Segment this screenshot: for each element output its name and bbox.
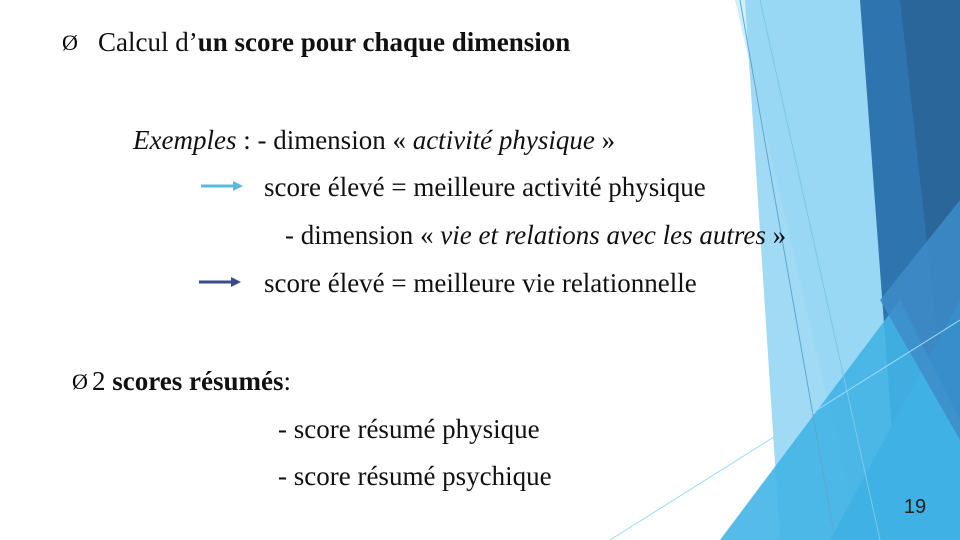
summary-number: 2 [92,366,113,396]
page-number: 19 [903,496,927,518]
bullet-arrow-icon: Ø [62,30,78,55]
dimension2-prefix: - dimension « [285,220,441,250]
summary-item-physique: - score résumé physique [278,414,540,444]
heading-bold: un score pour chaque dimension [197,27,571,57]
heading-prefix: Calcul d’ [98,27,198,57]
example-separator: : - dimension « [236,125,413,155]
summary-heading [92,366,291,396]
bullet-arrow-icon: Ø [72,369,88,394]
dimension1-name: activité physique [412,125,595,155]
summary-item-psychique: - score résumé psychique [278,461,552,491]
example-line [133,125,615,155]
example-label: Exemples [133,125,237,155]
result1-text: score élevé = meilleure activité physique [264,172,706,202]
summary-colon: : [283,366,291,396]
summary-bold: scores résumés [112,366,284,396]
dimension2-close: » [765,220,787,250]
example-close: » [594,125,616,155]
dimension2-name: vie et relations avec les autres [440,220,766,250]
heading-calcul-score [98,27,570,57]
arrow-right-icon [200,178,244,194]
dimension2-line [285,220,786,250]
result2-text: score élevé = meilleure vie relationnelle [264,268,697,298]
arrow-right-icon [198,274,242,290]
